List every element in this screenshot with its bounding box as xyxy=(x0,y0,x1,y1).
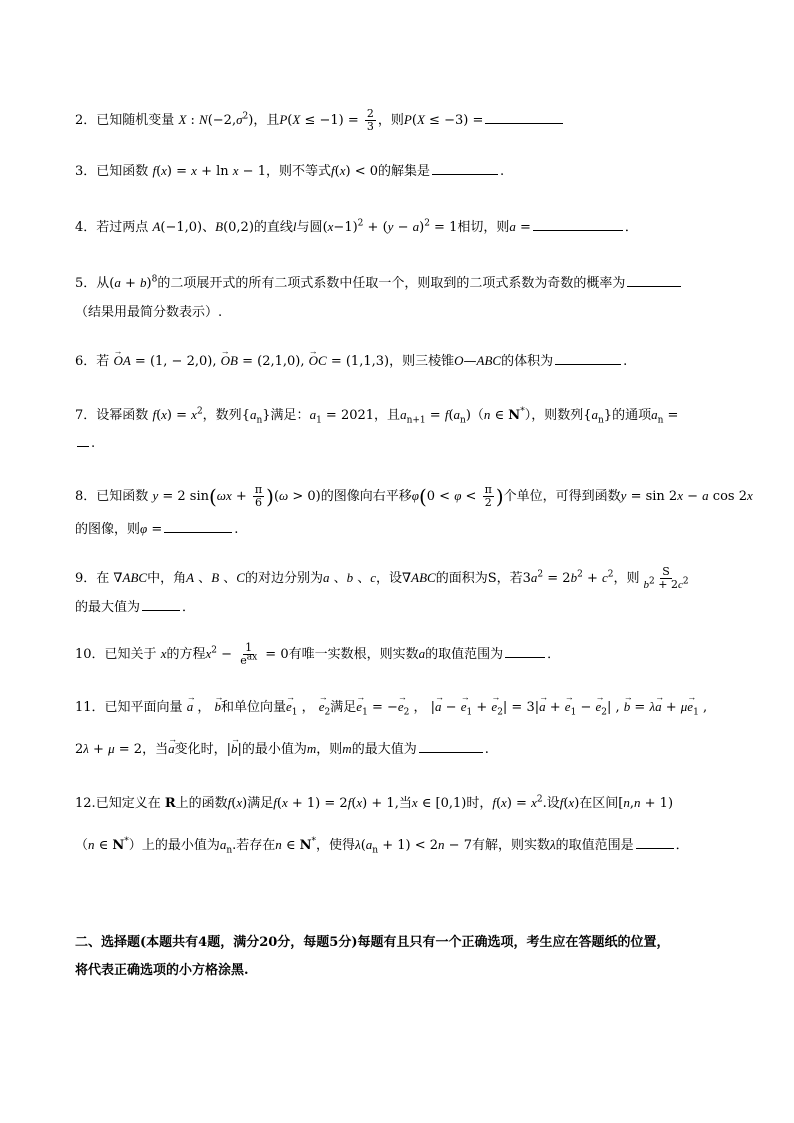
question-8: 8．已知函数 y = 2 sin(ωx + $\frac{\pi}{6}$ )(ω > 0)的图像向右平移φ(0 < φ < $\frac{\pi}{2}$ )个单位，可得到函数y = sin 2x − a cos 2x xyxy=(75,483,753,509)
answer-blank[interactable] xyxy=(533,216,623,231)
question-8-line2: 的图像，则φ = . xyxy=(75,518,725,541)
answer-blank[interactable] xyxy=(164,518,232,533)
question-11: 11．已知平面向量 → a ， → b和单位向量→ $e_1$ ， → $e_2$满足→ $e_1$ = −→ $e_2$ ， |→ a − → $e_1$ + → $e_2| = 3|\to a$ + → $e_1$ − → $e_2|$ , → $b = \lambda\to a + \mu\to e_1$ , xyxy=(75,696,725,719)
question-2: 2．已知随机变量 X : $N(-2,\sigma^2)$，且P(X ≤ −1) = $\frac{2}{3}$ ，则P(X ≤ −3) = xyxy=(75,108,725,133)
question-11-line2: 2λ + μ = 2，当→ a变化时，|→ b|的最小值为m，则m的最大值为 . xyxy=(75,738,725,761)
question-7-line2: . xyxy=(75,432,725,455)
question-9: 9．在 ∇ABC中，角A 、B 、C的对边分别为a 、b 、c，设∇ABC的面积为S，若$3a^2 = 2b^2 + c^2$，则 $\frac{S}{b^2 + 2c^2}$ xyxy=(75,565,689,591)
question-12: 12.已知定义在 R上的函数f(x)满足f(x + 1) = 2f(x) + 1,当x ∈ [0,1)时，$f(x) = x^2$.设f(x)在区间[n,n + 1) xyxy=(75,794,674,811)
question-7: 7．设幂函数 $f(x) = x^2$，数列$\{a_n\}$满足：$a_1 = 2021$，且$a_{n+1} = f(a_n)(n$ ∈ N*），则数列$\{a_n\}$的通项$a_n$ = xyxy=(75,406,679,426)
question-9-line2: 的最大值为 ． xyxy=(75,596,725,619)
answer-blank[interactable] xyxy=(419,738,483,753)
question-5: 5．从$(a + b)^8$的二项展开式的所有二项式系数中任取一个，则取到的二项式系数为奇数的概率为 xyxy=(75,272,725,295)
answer-blank[interactable] xyxy=(627,272,681,287)
question-10: 10．已知关于 x的方程$x^2$ − $\frac{1}{e^{ax}}$ = 0有唯一实数根，则实数a的取值范围为 ． xyxy=(75,641,561,667)
answer-blank[interactable] xyxy=(142,596,180,611)
question-12-line2: （n ∈ N*）上的最小值为$a_n$.若存在n ∈ N*，使得$\lambda(a_n + 1) < 2n - 7$有解，则实数λ的取值范围是 ． xyxy=(75,834,725,857)
question-6: 6．若 → OA = (1, − 2,0), → OB = (2,1,0), → OC = (1,1,3)，则三棱锥O—ABC的体积为 . xyxy=(75,350,725,373)
answer-blank[interactable] xyxy=(555,350,621,365)
question-5-line2: （结果用最简分数表示）. xyxy=(75,305,223,320)
answer-blank[interactable] xyxy=(485,109,563,124)
answer-blank[interactable] xyxy=(505,643,545,658)
answer-blank[interactable] xyxy=(432,160,498,175)
question-3: 3．已知函数 f(x) = x + ln x − 1，则不等式f(x) < 0的解集是 . xyxy=(75,160,725,183)
section-heading-line1: 二、选择题(本题共有4题，满分20分，每题5分)每题有且只有一个正确选项，考生应在答题纸的位置， xyxy=(75,935,670,950)
answer-blank[interactable] xyxy=(77,432,89,447)
section-heading-line2: 将代表正确选项的小方格涂黑. xyxy=(75,963,249,978)
answer-blank[interactable] xyxy=(636,834,674,849)
question-4: 4．若过两点 A(−1,0)、B(0,2)的直线l与圆$(x-1)^2 + (y - a)^2 = 1$相切，则a = ． xyxy=(75,216,725,239)
